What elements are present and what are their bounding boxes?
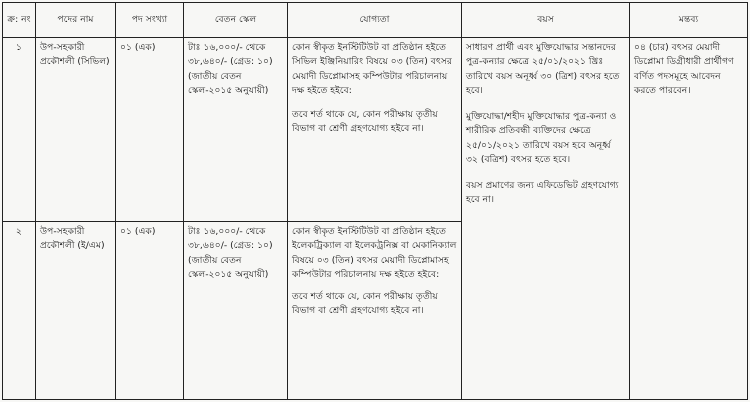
row-pay-scale: [184, 222, 288, 400]
row-post-count: ০১ (এক): [116, 38, 184, 222]
header-qualification: যোগ্যতা: [288, 3, 462, 38]
pay-scale-amount: টাঃ ১৬,০০০/- থেকে ৩৮,৬৪০/- (গ্রেড: ১০): [188, 226, 273, 252]
row-qualification: [288, 38, 462, 222]
qualification-condition: তবে শর্ত থাকে যে, কোন পরীক্ষায় তৃতীয় বিভাগ বা শ্রেণী গ্রহণযোগ্য হইবে না।: [292, 291, 438, 317]
row-qualification: [288, 222, 462, 400]
age-cell: [462, 38, 630, 400]
header-age: বয়স: [462, 3, 630, 38]
pay-scale-reference: (জাতীয় বেতন স্কেল-২০১৫ অনুযায়ী): [188, 254, 269, 280]
table-header-row: [3, 3, 748, 38]
age-proof: বয়স প্রমাণের জন্য এফিডেভিট গ্রহণযোগ্য হবে না।: [466, 180, 619, 206]
qualification-main: কোন স্বীকৃত ইনস্টিটিউট বা প্রতিষ্ঠান হইতে সিভিল ইঞ্জিনিয়ারিং বিষয়ে ০৩ (তিন) বৎসর মেয়াদী ডিপ্লোমাসহ কম্পিউটার পরিচালনায় দক্ষ হইতে হইবে:: [292, 42, 452, 96]
row-post-name: উপ-সহকারী প্রকৌশলী (সিভিল): [36, 38, 116, 222]
pay-scale-reference: (জাতীয় বেতন স্কেল-২০১৫ অনুযায়ী): [188, 70, 269, 96]
qualification-condition: তবে শর্ত থাকে যে, কোন পরীক্ষায় তৃতীয় বিভাগ বা শ্রেণী গ্রহণযোগ্য হইবে না।: [292, 109, 438, 135]
header-remarks: মন্তব্য: [630, 3, 748, 38]
header-serial: ক্র: নং: [3, 3, 36, 38]
pay-scale-amount: টাঃ ১৬,০০০/- থেকে ৩৮,৬৪০/- (গ্রেড: ১০): [188, 42, 273, 68]
row-serial: ২: [3, 222, 36, 400]
header-post-count: পদ সংখ্যা: [116, 3, 184, 38]
header-pay-scale: বেতন স্কেল: [184, 3, 288, 38]
qualification-main: কোন স্বীকৃত ইনস্টিটিউট বা প্রতিষ্ঠান হইতে ইলেকট্রিক্যাল বা ইলেকট্রনিক্স বা মেকানিক্যাল বিষয়ে ০৩ (তিন) বৎসর মেয়াদী ডিপ্লোমাসহ কম্পিউটার পরিচালনায় দক্ষ হইতে হইবে:: [292, 226, 457, 280]
row-serial: ১: [3, 38, 36, 222]
remarks-cell: ০৪ (চার) বৎসর মেয়াদী ডিপ্লোমা ডিগ্রীধারী প্রার্থীগণ বর্ণিত পদসমূহে আবেদন করতে পারবেন।: [630, 38, 748, 400]
age-general: সাধারণ প্রার্থী এবং মুক্তিযোদ্ধার সন্তানদের পুত্র-কন্যার ক্ষেত্রে ২৫/০১/২০২১ খ্রিঃ তারিখে বয়স অনূর্ধ্ব ৩০ (ত্রিশ) বৎসর হতে হবে।: [466, 42, 620, 96]
header-post-name: পদের নাম: [36, 3, 116, 38]
row-post-name: উপ-সহকারী প্রকৌশলী (ই/এম): [36, 222, 116, 400]
age-special: মুক্তিযোদ্ধা/শহীদ মুক্তিযোদ্ধার পুত্র-কন্যা ও শারীরিক প্রতিবন্ধী ব্যক্তিদের ক্ষেত্রে ২৫/০১/২০২১ তারিখে বয়স হবে অনূর্ধ্ব ৩২ (বত্রিশ) বৎসর হতে হবে।: [466, 111, 617, 165]
row-post-count: ০১ (এক): [116, 222, 184, 400]
table-row: [3, 38, 748, 222]
row-pay-scale: [184, 38, 288, 222]
recruitment-table: [2, 2, 748, 400]
